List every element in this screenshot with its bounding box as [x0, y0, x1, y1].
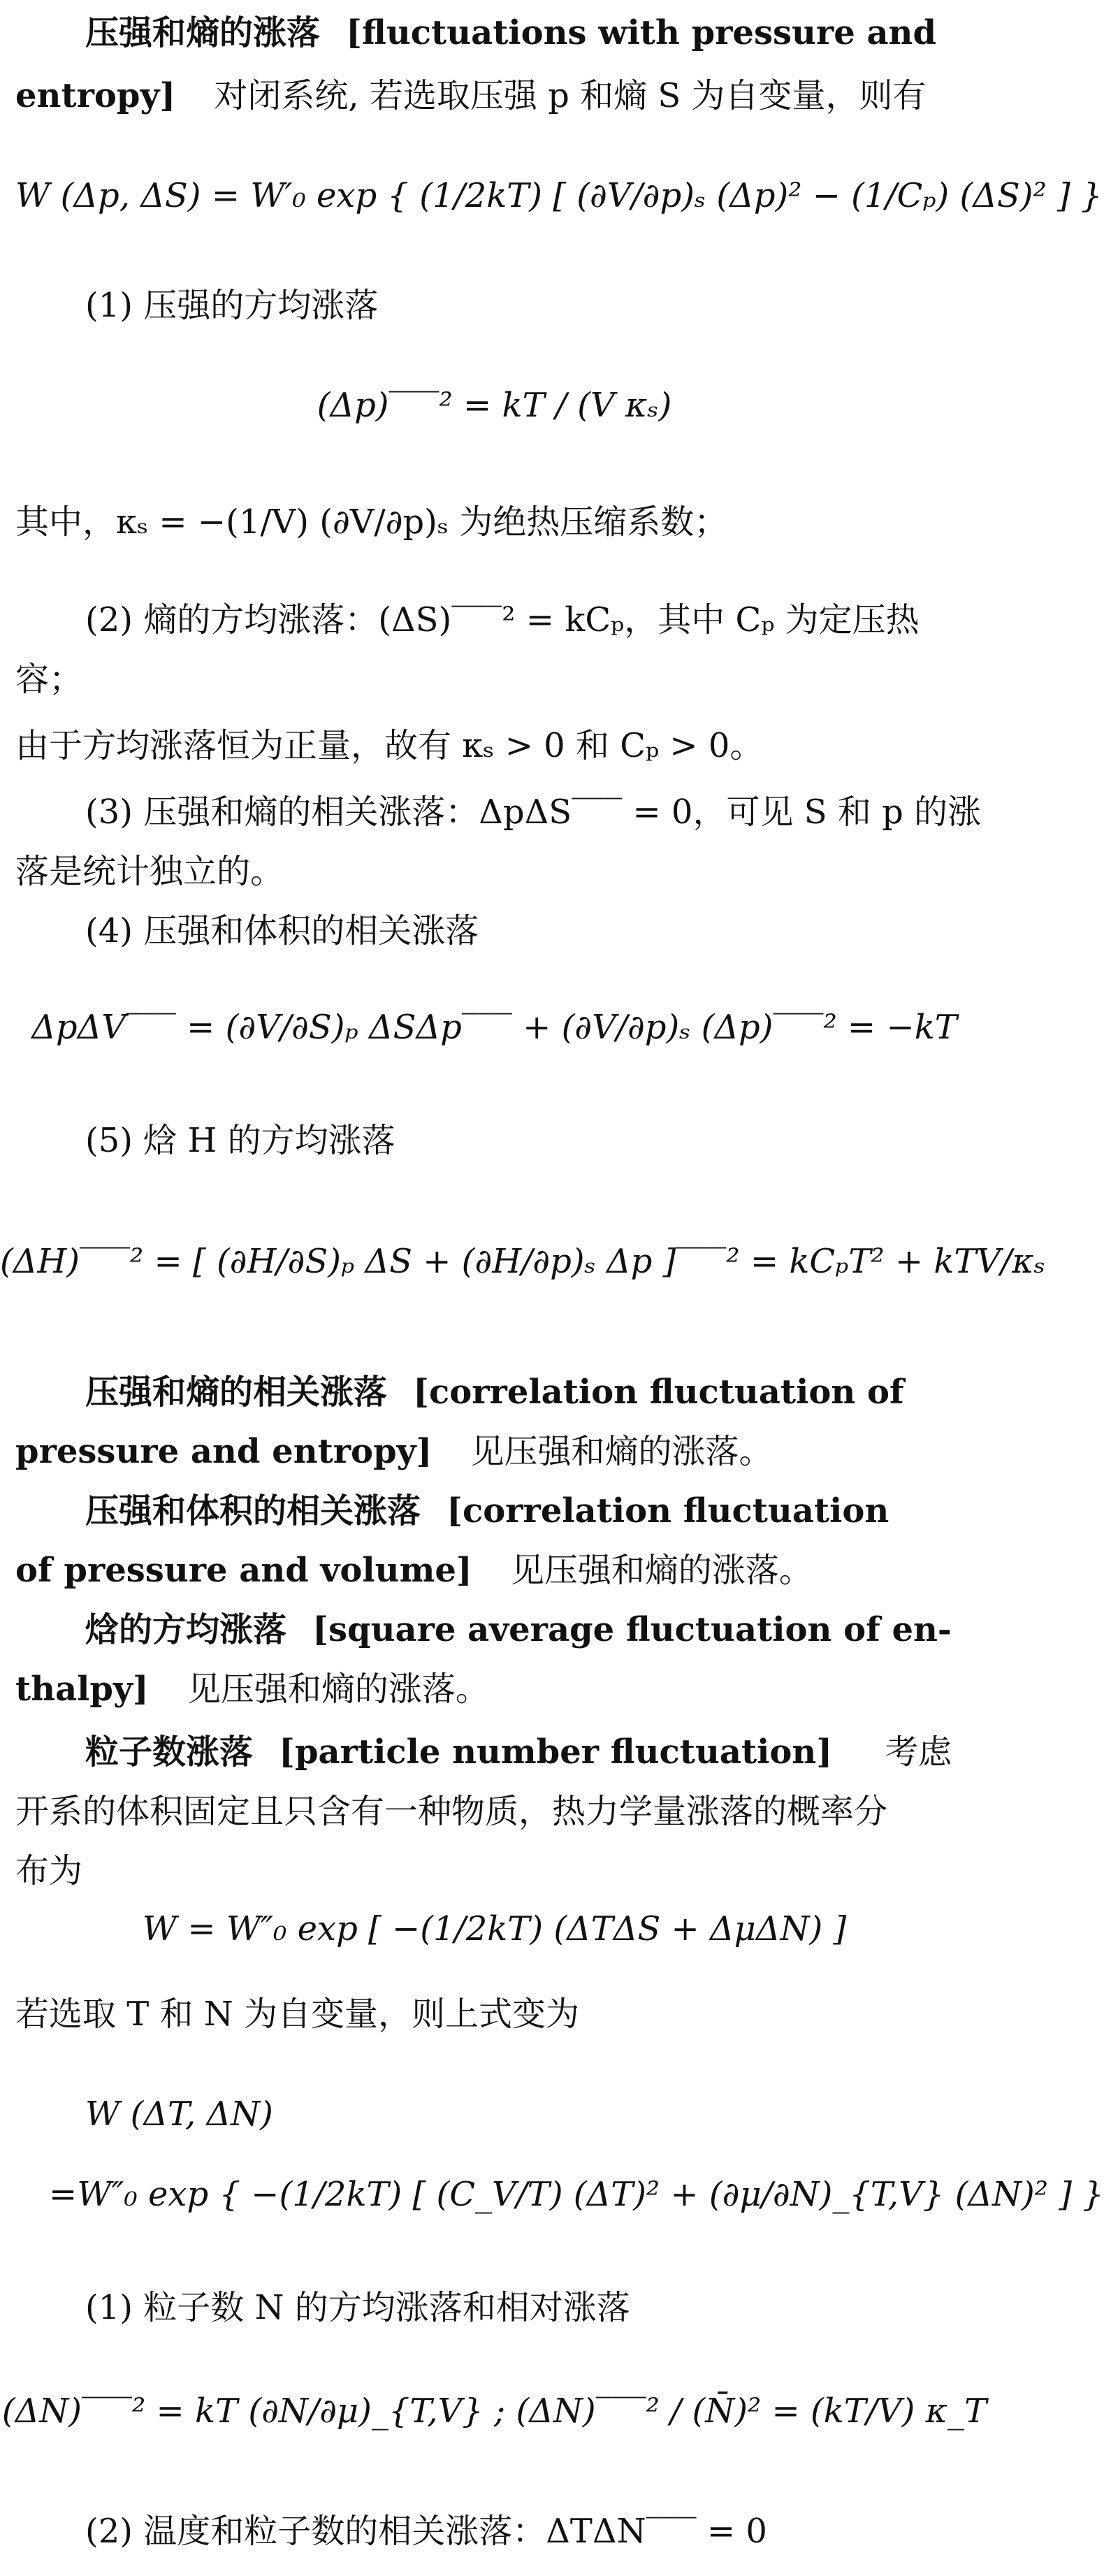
item-2-label: (2) 温度和粒子数的相关涨落：ΔTΔN‾‾‾ = 0	[85, 2512, 767, 2551]
item-2-line-1: (2) 熵的方均涨落：(ΔS)‾‾‾² = kCₚ，其中 Cₚ 为定压热	[85, 600, 920, 639]
entry-heading-continued	[15, 1663, 973, 1715]
item-1-note: 其中，κₛ = −(1/V) (∂V/∂p)ₛ 为绝热压缩系数；	[15, 502, 728, 542]
formula-pressure-volume: ΔpΔV‾‾‾ = (∂V/∂S)ₚ ΔSΔp‾‾‾ + (∂V/∂p)ₛ (Δp)‾‾‾² = −kT	[31, 1008, 957, 1047]
entry-english-term: [particle number fluctuation]	[279, 1732, 832, 1772]
item-3-line-2: 落是统计独立的。	[15, 852, 284, 891]
entry-heading	[15, 7, 973, 59]
formula-probability: W = W″₀ exp [ −(1/2kT) (ΔTΔS + ΔμΔN) ]	[142, 1909, 847, 1948]
entry-heading-continued	[15, 1426, 973, 1477]
entry-english-term: [square average fluctuation of en-	[312, 1610, 952, 1649]
item-4-label: (4) 压强和体积的相关涨落	[85, 911, 479, 950]
item-2-note: 由于方均涨落恒为正量，故有 κₛ > 0 和 Cₚ > 0。	[15, 726, 764, 765]
formula-pressure-fluctuation: (Δp)‾‾‾² = kT / (V κₛ)	[317, 386, 672, 425]
item-1-label: (1) 压强的方均涨落	[85, 286, 379, 325]
entry-english-term-end: entropy]	[15, 76, 176, 115]
entry-term: 压强和体积的相关涨落	[85, 1491, 421, 1531]
entry-term: 粒子数涨落	[85, 1732, 254, 1772]
entry-english-term-end: pressure and entropy]	[15, 1432, 433, 1471]
entry-text: 考虑	[885, 1732, 952, 1772]
formula-probability-rhs: =W″₀ exp { −(1/2kT) [ (C_V/T) (ΔT)² + (∂μ/∂N)_{T,V} (ΔN)² ] }	[49, 2175, 1104, 2214]
formula-probability: W (Δp, ΔS) = W′₀ exp { (1/2kT) [ (∂V/∂p)ₛ (Δp)² − (1/Cₚ) (ΔS)² ] }	[15, 176, 1103, 215]
entry-text-line: 布为	[15, 1851, 83, 1890]
entry-heading-continued	[15, 70, 973, 122]
formula-particle-number: (ΔN)‾‾‾² = kT (∂N/∂μ)_{T,V} ; (ΔN)‾‾‾² / (N̄)² = (kT/V) κ_T	[1, 2392, 987, 2431]
item-1-label: (1) 粒子数 N 的方均涨落和相对涨落	[85, 2288, 630, 2327]
entry-text-line: 开系的体积固定且只含有一种物质，热力学量涨落的概率分	[15, 1792, 888, 1831]
formula-probability-lhs: W (ΔT, ΔN)	[85, 2094, 273, 2134]
entry-intro: 对闭系统, 若选取压强 p 和熵 S 为自变量，则有	[214, 76, 927, 115]
entry-text-line: 若选取 T 和 N 为自变量，则上式变为	[15, 1995, 580, 2034]
entry-see: 见压强和熵的涨落。	[510, 1551, 813, 1590]
entry-see: 见压强和熵的涨落。	[470, 1432, 773, 1471]
item-2-line-2: 容；	[15, 660, 83, 699]
entry-term: 压强和熵的相关涨落	[85, 1373, 388, 1412]
entry-english-term-end: thalpy]	[15, 1670, 149, 1709]
entry-heading	[15, 1726, 973, 1778]
entry-heading	[15, 1366, 973, 1418]
entry-heading	[15, 1604, 973, 1656]
entry-see: 见压强和熵的涨落。	[187, 1670, 489, 1709]
entry-term: 压强和熵的涨落	[85, 13, 321, 52]
formula-enthalpy: (ΔH)‾‾‾² = [ (∂H/∂S)ₚ ΔS + (∂H/∂p)ₛ Δp ]‾‾‾² = kCₚT² + kTV/κₛ	[0, 1242, 1045, 1281]
entry-english-term: [correlation fluctuation of	[413, 1373, 904, 1412]
item-3-line-1: (3) 压强和熵的相关涨落：ΔpΔS‾‾‾ = 0，可见 S 和 p 的涨	[85, 793, 982, 832]
entry-term: 焓的方均涨落	[85, 1610, 287, 1649]
entry-heading-continued	[15, 1544, 973, 1596]
entry-english-term: [correlation fluctuation	[446, 1491, 889, 1531]
entry-english-term-end: of pressure and volume]	[15, 1551, 472, 1590]
entry-english-term: [fluctuations with pressure and	[346, 13, 937, 52]
item-5-label: (5) 焓 H 的方均涨落	[85, 1121, 395, 1160]
entry-heading	[15, 1485, 973, 1537]
